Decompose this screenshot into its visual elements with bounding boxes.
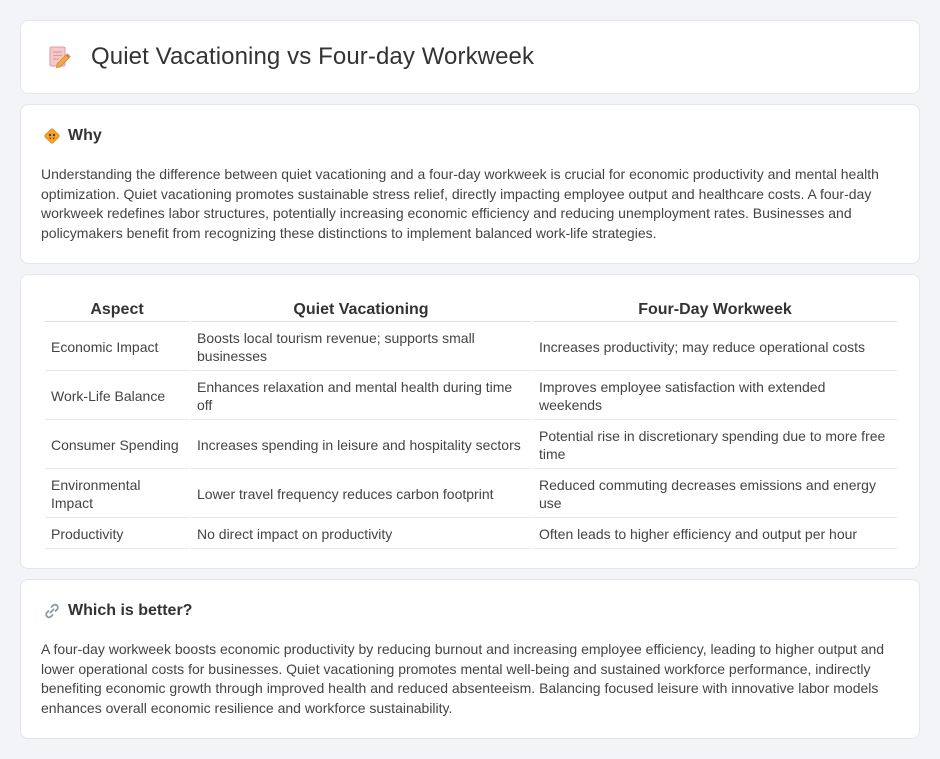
cell-quiet-vacationing: Boosts local tourism revenue; supports small businesses: [191, 324, 531, 371]
link-icon: [43, 602, 61, 620]
cell-quiet-vacationing: Lower travel frequency reduces carbon footprint: [191, 471, 531, 518]
cell-four-day-workweek: Improves employee satisfaction with extended weekends: [533, 373, 897, 420]
diamond-road-sign-icon: [43, 127, 61, 145]
table-header-row: [45, 299, 897, 322]
cell-four-day-workweek: Often leads to higher efficiency and output per hour: [533, 520, 897, 549]
cell-quiet-vacationing: Enhances relaxation and mental health during time off: [191, 373, 531, 420]
cell-four-day-workweek: Increases productivity; may reduce operational costs: [533, 324, 897, 371]
cell-aspect: Economic Impact: [45, 324, 189, 371]
cell-quiet-vacationing: No direct impact on productivity: [191, 520, 531, 549]
comparison-card: [20, 274, 920, 569]
page-title: Quiet Vacationing vs Four-day Workweek: [91, 43, 535, 70]
cell-quiet-vacationing: Increases spending in leisure and hospitality sectors: [191, 422, 531, 469]
title-row: [45, 43, 534, 71]
why-header: [43, 127, 102, 145]
why-paragraph: Understanding the difference between quiet vacationing and a four-day workweek is crucial for economic productivity and mental health optimization. Quiet vacationing promotes sustainable stress relief, directly impacting employee output and healthcare costs. A four-day workweek redefines labor structures, potentially increasing economic efficiency and reducing unemployment rates. Businesses and policymakers benefit from recognizing these distinctions to implement balanced work-life strategies.: [41, 166, 879, 241]
document-pencil-icon: [45, 43, 73, 71]
better-header: [43, 602, 192, 620]
cell-aspect: Work-Life Balance: [45, 373, 189, 420]
header-aspect: Aspect: [45, 299, 189, 322]
better-heading: Which is better?: [68, 602, 193, 619]
cell-four-day-workweek: Reduced commuting decreases emissions and energy use: [533, 471, 897, 518]
why-card: [20, 104, 920, 264]
table-row: [45, 422, 897, 469]
better-paragraph: A four-day workweek boosts economic productivity by reducing burnout and increasing employee efficiency, leading to higher output and lower operational costs for businesses. Quiet vacationing promotes mental well-being and sustained workforce performance, indirectly benefiting economic growth through improved health and reduced absenteeism. Balancing focused leisure with innovative labor models enhances overall economic resilience and workforce sustainability.: [41, 641, 885, 716]
cell-four-day-workweek: Potential rise in discretionary spending due to more free time: [533, 422, 897, 469]
cell-aspect: Productivity: [45, 520, 189, 549]
which-is-better-card: [20, 579, 920, 739]
table-row: [45, 324, 897, 371]
header-quiet-vacationing: Quiet Vacationing: [191, 299, 531, 322]
header-four-day-workweek: Four-Day Workweek: [533, 299, 897, 322]
cell-aspect: Environmental Impact: [45, 471, 189, 518]
comparison-table: [43, 297, 899, 551]
table-row: [45, 471, 897, 518]
table-row: [45, 373, 897, 420]
why-heading: Why: [68, 127, 102, 144]
table-row: [45, 520, 897, 549]
cell-aspect: Consumer Spending: [45, 422, 189, 469]
title-card: [20, 20, 920, 94]
